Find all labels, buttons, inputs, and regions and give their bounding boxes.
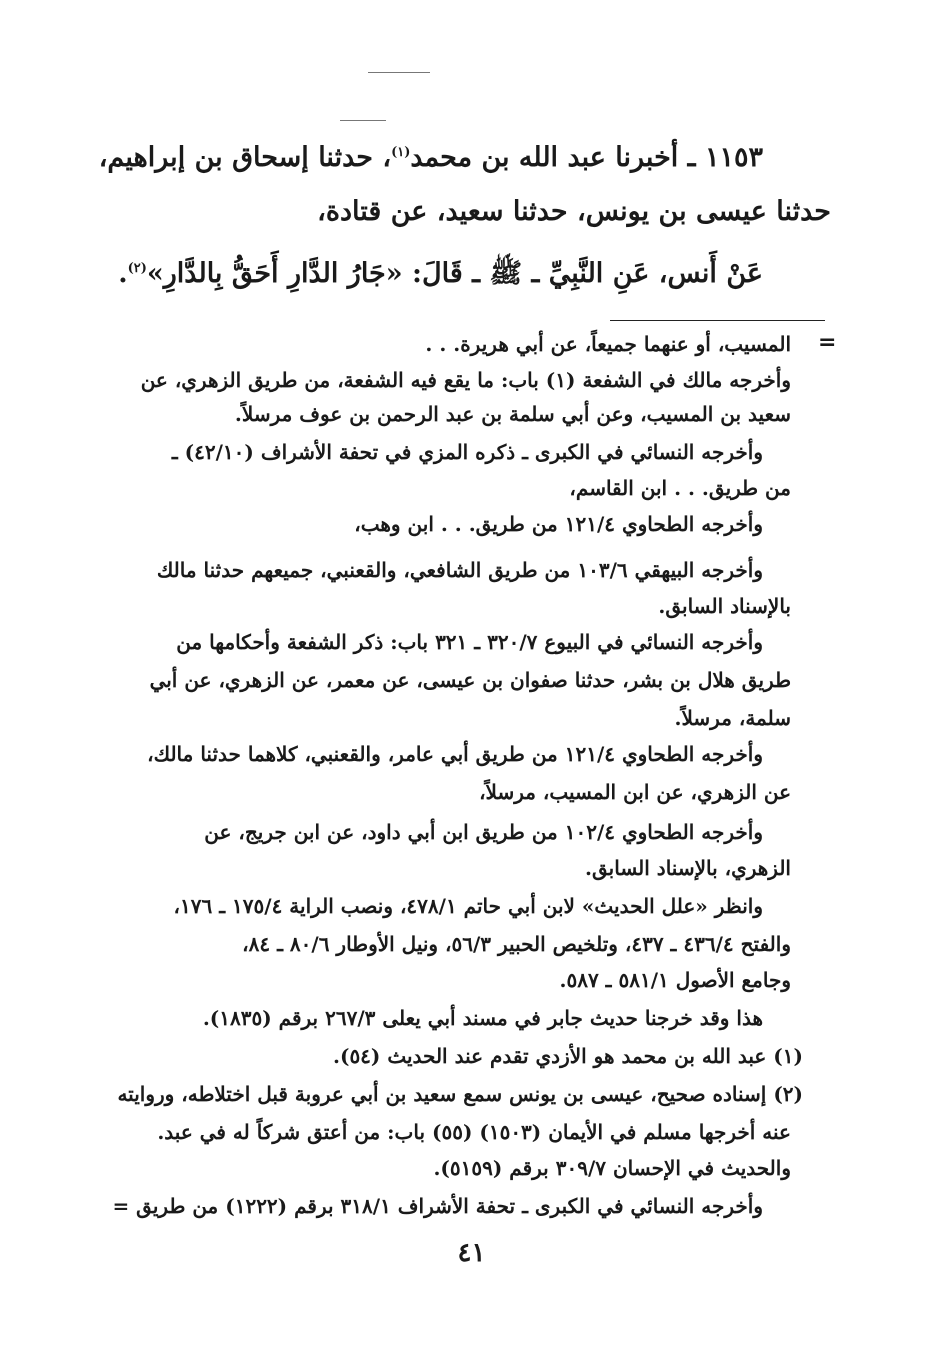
scan-artifact-top xyxy=(368,72,430,73)
commentary-line: المسيب، أو عنهما جميعاً، عن أبي هريرة. . . xyxy=(425,332,791,356)
commentary-line: وأخرجه البيهقي ١٠٣/٦ من طريق الشافعي، والقعنبي، جميعهم حدثنا مالك xyxy=(156,558,763,582)
commentary-line: وأخرجه النسائي في البيوع ٣٢٠/٧ ـ ٣٢١ باب: ذكر الشفعة وأحكامها من xyxy=(176,630,763,654)
hadith-number-and-chain: ١١٥٣ ـ أخبرنا عبد الله بن محمد xyxy=(410,142,763,173)
commentary-line: وأخرجه النسائي في الكبرى ـ ذكره المزي في تحفة الأشراف (٤٢/١٠) ـ xyxy=(171,440,763,464)
commentary-line: وأخرجه الطحاوي ١٢١/٤ من طريق. . . ابن وهب، xyxy=(354,512,763,536)
commentary-line: عن الزهري، عن ابن المسيب، مرسلاً، xyxy=(479,780,791,804)
hadith-chain-cont: ، حدثنا إسحاق بن إبراهيم، xyxy=(98,142,392,173)
commentary-line: بالإسناد السابق. xyxy=(658,594,791,618)
hadith-line-3 xyxy=(118,256,763,296)
footnote-2: (٢) إسناده صحيح، عيسى بن يونس سمع سعيد بن أبي عروبة قبل اختلاطه، وروايته xyxy=(117,1082,803,1106)
commentary-line: سلمة، مرسلاً. xyxy=(674,706,791,730)
footnote-ref-2: (٢) xyxy=(127,261,147,276)
footnote-2-cont: والحديث في الإحسان ٣٠٩/٧ برقم (٥١٥٩). xyxy=(433,1156,791,1180)
hadith-end-dot: . xyxy=(118,258,128,289)
continuation-mark: = xyxy=(818,330,837,355)
footnote-ref-1: (١) xyxy=(391,145,411,160)
hadith-line-1 xyxy=(99,142,763,173)
commentary-line: سعيد بن المسيب، وعن أبي سلمة بن عبد الرحمن بن عوف مرسلاً. xyxy=(234,402,791,426)
commentary-line: وانظر «علل الحديث» لابن أبي حاتم ٤٧٨/١، ونصب الراية ١٧٥/٤ ـ ١٧٦، xyxy=(173,894,763,918)
footnote-2-cont: وأخرجه النسائي في الكبرى ـ تحفة الأشراف ٣١٨/١ برقم (١٢٢٢) من طريق = xyxy=(112,1194,763,1218)
commentary-line: هذا وقد خرجنا حديث جابر في مسند أبي يعلى ٢٦٧/٣ برقم (١٨٣٥). xyxy=(202,1006,763,1030)
footnote-1: (١) عبد الله بن محمد هو الأزدي تقدم عند الحديث (٥٤). xyxy=(333,1044,803,1068)
hadith-matn: عَنْ أَنس، عَنِ النَّبِيِّ ـ ﷺ ـ قَالَ: «جَارُ الدَّارِ أَحَقُّ بِالدَّارِ» xyxy=(146,258,763,289)
commentary-line: من طريق. . . ابن القاسم، xyxy=(569,476,791,500)
scan-artifact-second xyxy=(340,120,386,121)
commentary-line: الزهري، بالإسناد السابق. xyxy=(585,856,791,880)
commentary-line: وأخرجه الطحاوي ١٠٢/٤ من طريق ابن أبي داود، عن ابن جريج، عن xyxy=(204,820,763,844)
page-number: ٤١ xyxy=(457,1238,486,1268)
text-divider xyxy=(610,320,825,321)
commentary-line: والفتح ٤٣٦/٤ ـ ٤٣٧، وتلخيص الحبير ٥٦/٣، ونيل الأوطار ٨٠/٦ ـ ٨٤، xyxy=(242,932,791,956)
footnote-2-cont: عنه أخرجها مسلم في الأيمان (١٥٠٣) (٥٥) باب: من أعتق شركاً له في عبد. xyxy=(157,1120,791,1144)
commentary-line: وأخرجه مالك في الشفعة (١) باب: ما يقع فيه الشفعة، من طريق الزهري، عن xyxy=(140,368,791,392)
commentary-line: طريق هلال بن بشر، حدثنا صفوان بن عيسى، عن معمر، عن الزهري، عن أبي xyxy=(149,668,791,692)
commentary-line: وجامع الأصول ٥٨١/١ ـ ٥٨٧. xyxy=(559,968,791,992)
commentary-line: وأخرجه الطحاوي ١٢١/٤ من طريق أبي عامر، والقعنبي، كلاهما حدثنا مالك، xyxy=(147,742,763,766)
hadith-line-2: حدثنا عيسى بن يونس، حدثنا سعيد، عن قتادة، xyxy=(317,196,831,227)
